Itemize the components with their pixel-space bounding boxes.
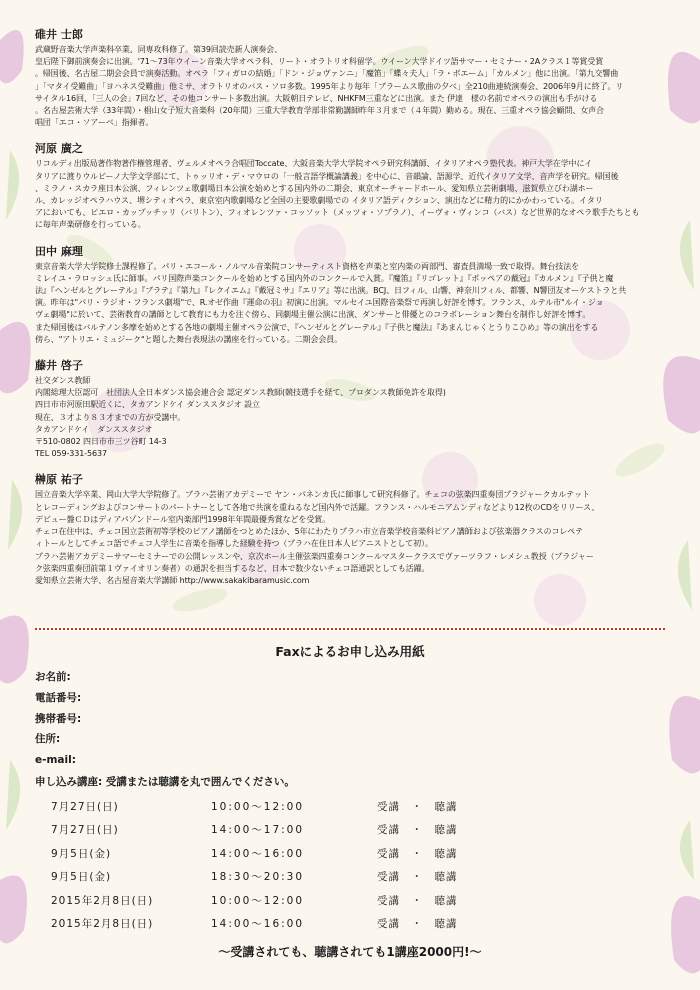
form-field-label[interactable]: e-mail:	[35, 754, 76, 767]
session-row	[35, 893, 665, 917]
profile-block	[35, 471, 665, 587]
bio-line: 。名古屋芸術大学（33年間）・椙山女子短大音楽科（20年間）三重大学教育学部非常勤講師昨年３月まで（４年間）勤める。現在、三重オペラ協会顧問、女声合	[35, 106, 604, 116]
bio-line: 唱団「エコ・ソアーベ」指揮者。	[35, 118, 154, 128]
form-instruction: 申し込み講座: 受講または聴講を丸で囲んでください。	[35, 775, 295, 788]
profile-name: 榊原 祐子	[35, 473, 83, 487]
attend-option[interactable]: 受講 ・ 聴講	[377, 847, 458, 860]
attend-option[interactable]: 受講 ・ 聴講	[377, 894, 458, 907]
session-date: 2015年2月8日(日)	[51, 894, 154, 907]
profile-bio	[35, 261, 665, 346]
session-time: 14:00〜17:00	[211, 824, 305, 837]
profile-block	[35, 243, 665, 346]
bio-line: プラハ芸術アカデミーサマーセミナーでの公開レッスンや、京次ホール主催弦楽四重奏コンクールマスタークラスでヴァーツラフ・レメシュ教授（プラジャー	[35, 551, 594, 561]
bio-line: 」「マタイ受難曲」「ヨハネス受難曲」他ミサ、オラトリオのバス・ソロ多数。1995年より毎年「ブラームス歌曲の夕べ」全210曲連続演奏会、2006年9月に終了。リ	[35, 81, 624, 91]
bio-line: とレコーディングおよびコンサートのパートナーとして各地で共演を重ねるなど国内外で活躍。フランス・ハルモニアムンディなどより12枚のCDをリリース、	[35, 502, 600, 512]
profile-bio	[35, 44, 665, 129]
fax-form	[35, 642, 665, 960]
bio-line: 〒510-0802 四日市市三ツ谷町 14-3	[35, 437, 167, 447]
session-row	[35, 799, 665, 823]
bio-line: TEL 059-331-5637	[35, 449, 108, 459]
profile-bio	[35, 158, 665, 231]
attend-option[interactable]: 受講 ・ 聴講	[377, 871, 458, 884]
dotted-divider	[35, 628, 665, 630]
session-date: 9月5日(金)	[51, 847, 112, 860]
bio-line: チェコ在住中は、チェコ国立芸術初等学校のピアノ講師をつとめたほか、5年にわたりプラハ市立音楽学校音楽科ピアノ講師および弦楽器クラスのコレペテ	[35, 527, 584, 537]
profile-name: 田中 麻理	[35, 244, 83, 258]
bio-line: 、ミラノ・スカラ座日本公演、フィレンツェ歌劇場日本公演を始めとする国内外の二期会、東京オーチャードホール、愛知県立芸術劇場、滋賀県立びわ湖ホー	[35, 183, 594, 193]
session-time: 10:00〜12:00	[211, 894, 305, 907]
profile-bio	[35, 489, 665, 587]
bio-line: ク弦楽四重奏団前第１ヴァイオリン奏者）の通訳を担当するなど、日本で数少ないチェコ語通訳としても活躍。	[35, 563, 430, 573]
bio-line: 皇后陛下御前演奏会に出演。'71〜73年ウイーン音楽大学オペラ科、リート・オラトリオ科留学。ウイーン大学ドイツ語サマー・セミナー・2Aクラス１等賞受賞	[35, 57, 604, 67]
session-date: 2015年2月8日(日)	[51, 918, 154, 931]
session-time: 18:30〜20:30	[211, 871, 305, 884]
profiles-section	[35, 26, 665, 598]
bio-line: ル、カレッジオペラハウス、堺シティオペラ、東京室内歌劇場など全国の主要歌劇場での イタリア語ディクション、演出などに精力的にかかわっている。イタリ	[35, 196, 603, 206]
attend-option[interactable]: 受講 ・ 聴講	[377, 918, 458, 931]
bio-line: 東京音楽大学大学院修士課程修了。パリ・エコール・ノルマル音楽院コンサーティスト資格を声楽と室内楽の両部門、審査員満場一致で取得。舞台技法を	[35, 261, 579, 271]
profile-block	[35, 357, 665, 460]
bio-line: 社交ダンス教師	[35, 376, 91, 386]
bio-line: ィトールとしてチェコ語でチェコ人学生に音楽を指導した経験を持つ（プラハ在住日本人ピアニストとして初）。	[35, 539, 433, 549]
form-field-label[interactable]: 電話番号:	[35, 691, 82, 704]
bio-line: 愛知県立芸術大学、名古屋音楽大学講師 http://www.sakakibaramusic.com	[35, 575, 310, 585]
profile-block	[35, 140, 665, 231]
session-row	[35, 869, 665, 893]
attend-option[interactable]: 受講 ・ 聴講	[377, 824, 458, 837]
session-date: 7月27日(日)	[51, 800, 119, 813]
attend-option[interactable]: 受講 ・ 聴講	[377, 800, 458, 813]
profile-block	[35, 26, 665, 129]
session-row	[35, 916, 665, 940]
bio-line: 法』『ヘンゼルとグレーテル』『ブラテ』『第九』『レクイエム』『戴冠ミサ』『エリア』等に出演。BCJ、日フィル、山響、神奈川フィル、都響、N響団友オーケストラと共	[35, 286, 627, 296]
profile-name: 碓井 士郎	[35, 28, 83, 41]
bio-line: アにおいても、ピエロ・カップッチッリ（バリトン）、フィオレンツァ・コッソット（メッツォ・ソプラノ）、イーヴォ・ヴィンコ（バス）など世界的なオペラ歌手たちとも	[35, 208, 640, 218]
form-field-label[interactable]: お名前:	[35, 671, 71, 683]
bio-line: 内閣総理大臣認可 社団法人全日本ダンス協会連合会 認定ダンス教師(競技選手を経て、プロダンス教師免許を取得)	[35, 388, 446, 398]
profile-name: 河原 廣之	[35, 142, 83, 156]
bio-line: 国立音楽大学卒業、岡山大学大学院修了。プラハ芸術アカデミーで ヤン・パネンカ氏に師事して研究科修了。チェコの弦楽四重奏団プラジャークカルテット	[35, 490, 590, 500]
bio-line: 現在、３才より８３才までの方が受講中。	[35, 412, 186, 422]
bio-line: 武蔵野音楽大学声楽科卒業、同専攻科修了。第39回読売新人演奏会、	[35, 45, 282, 54]
session-date: 9月5日(金)	[51, 871, 112, 884]
session-time: 14:00〜16:00	[211, 847, 305, 860]
session-date: 7月27日(日)	[51, 824, 119, 837]
bio-line: タカアンドケイ ダンススタジオ	[35, 424, 153, 434]
bio-line: ヴェ劇場"に於いて、芸術教育の講師として教育にも力を注ぐ傍ら、同劇場主催公演に出演、ダンサーと俳優とのコラボレーション舞台を制作し好評を博す。	[35, 310, 591, 320]
form-field-label[interactable]: 住所:	[35, 733, 61, 746]
session-time: 14:00〜16:00	[211, 918, 305, 931]
form-title: Faxによるお申し込み用紙	[275, 644, 425, 659]
bio-line: ミレイユ・ラロッシュ氏に師事。パリ国際声楽コンクールを始めとする国内外のコンクールで入賞。『魔笛』『リゴレット』『ポッペアの戴冠』『カルメン』『子供と魔	[35, 273, 614, 283]
profile-name: 藤井 啓子	[35, 359, 83, 373]
session-row	[35, 822, 665, 846]
bio-line: 四日市市河原田駅近くに、タカアンドケイ ダンススタジオ 設立	[35, 400, 260, 410]
bio-line: タリアに渡りウルビーノ大学文学部にて、トゥッリオ・デ・マウロの「一般言語学概論講義」を中心に、音韻論、語源学、近代イタリア文学、音声学を研究。帰国後	[35, 171, 619, 181]
bio-line: サイタル16回、「三人の会」7回など、その他コンサート多数出演。大阪朝日テレビ、NHKFM三重などに出演。また 伊達 様の名前でオペラの演出も手がける	[35, 93, 598, 103]
bio-line: 演。昨年は"パリ・ラジオ・フランス劇場"で、R.オゼ作曲『運命の羽』初演に出演。マルセイユ国際音楽祭で再演し好評を博す。フランス、ルテル市"ルイ・ジョ	[35, 298, 604, 308]
form-field-label[interactable]: 携帯番号:	[35, 712, 82, 725]
session-row	[35, 846, 665, 870]
price-note: 〜受講されても、聴講されても1講座2000円!〜	[218, 944, 482, 959]
bio-line: 。帰国後、名古屋二期会会員で演奏活動。オペラ「フィガロの結婚」「ドン・ジョヴァンニ」「魔笛」「蝶々夫人」「ラ・ボエーム」「カルメン」他に出演。「第九交響曲	[35, 69, 619, 79]
bio-line: また帰国後はバルテノン多摩を始めとする各地の劇場主催オペラ公演で、『ヘンゼルとグレーテル』『子供と魔法』『あまんじゃくとうりこひめ』等の演出をする	[35, 322, 599, 332]
bio-line: デビュー盤ＣＤはディアパゾンドール室内楽部門1998年年間最優秀賞などを受賞。	[35, 514, 331, 524]
bio-line: リコルディ出版局著作物著作権管理者、ヴェルメオペラ合唱団Toccate、大阪音楽大学大学院オペラ研究科講師、イタリアオペラ塾代表。神戸大学在学中にイ	[35, 159, 593, 169]
session-time: 10:00〜12:00	[211, 800, 305, 813]
profile-bio	[35, 375, 665, 460]
bio-line: 傍ら、"アトリエ・ミュジーク"と題した舞台表現法の講座を行っている。二期会会員。	[35, 334, 343, 344]
bio-line: に毎年声楽研修を行っている。	[35, 220, 146, 230]
